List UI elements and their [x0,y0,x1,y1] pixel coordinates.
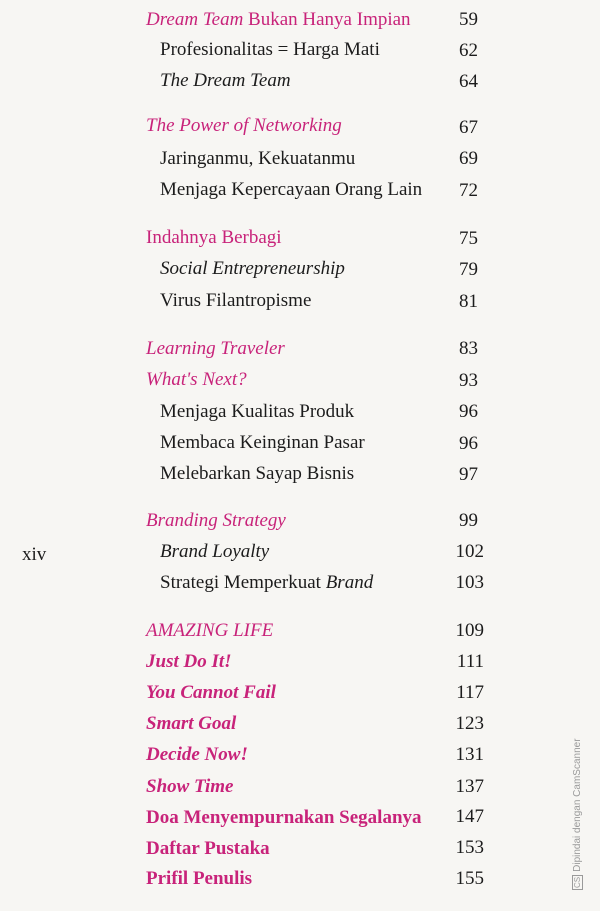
toc-entry-strategi [160,572,373,594]
toc-page-number: 75 [459,228,478,249]
toc-entry: Jaringanmu, Kekuatanmu [160,148,356,169]
toc-page-number: 155 [455,868,484,889]
toc-chapter: Branding Strategy [146,510,286,531]
toc-page-number: 62 [459,40,478,61]
toc-chapter: Indahnya Berbagi [146,227,282,248]
toc-page-number: 96 [459,433,478,454]
toc-page-number: 69 [459,148,478,169]
toc-entry: Profesionalitas = Harga Mati [160,39,380,60]
toc-chapter: Decide Now! [146,744,248,765]
toc-page-number: 72 [459,180,478,201]
toc-entry-title-part: Strategi Memperkuat [160,572,326,593]
toc-entry: Menjaga Kualitas Produk [160,401,355,422]
toc-page-number: 79 [459,259,478,280]
toc-entry: Membaca Keinginan Pasar [160,432,365,453]
toc-page-number: 147 [455,806,484,827]
toc-entry-title-part: Dream Team [146,9,244,30]
toc-page-number: 117 [456,682,484,703]
toc-entry-dream-team [146,9,411,31]
toc-page-number: 59 [459,9,478,30]
toc-chapter: What's Next? [146,369,247,390]
toc-page-number: 131 [455,744,484,765]
toc-page-number: 81 [459,291,478,312]
toc-page-number: 64 [459,71,478,92]
toc-page-number: 109 [455,620,484,641]
toc-chapter: Prifil Penulis [146,868,253,889]
toc-page-number: 103 [455,572,484,593]
toc-entry-title-part: Brand [325,572,374,593]
toc-page-number: 137 [455,776,484,797]
toc-page-number: 93 [459,370,478,391]
toc-entry-title-part: Bukan Hanya Impian [243,9,411,30]
page-number-roman: xiv [22,544,47,565]
toc-chapter: You Cannot Fail [146,682,276,703]
toc-chapter: Show Time [146,776,234,797]
toc-chapter: The Power of Networking [146,115,342,136]
toc-entry: Menjaga Kepercayaan Orang Lain [160,179,423,200]
toc-page-number: 102 [455,541,484,562]
toc-chapter: AMAZING LIFE [146,620,274,641]
toc-chapter: Doa Menyempurnakan Segalanya [146,807,422,828]
toc-page-number: 97 [459,464,478,485]
toc-entry: The Dream Team [160,70,291,91]
toc-chapter: Learning Traveler [146,338,285,359]
toc-chapter: Just Do It! [146,651,232,672]
camscanner-logo-icon: CS [573,876,582,888]
toc-chapter: Smart Goal [146,713,237,734]
toc-chapter: Daftar Pustaka [146,838,270,859]
watermark-text: Dipindai dengan CamScanner [572,738,583,872]
toc-page-number: 67 [459,117,478,138]
toc-page-number: 99 [459,510,478,531]
toc-page-number: 111 [456,651,484,672]
scanner-watermark [572,738,583,890]
toc-entry: Brand Loyalty [160,541,270,562]
toc-entry: Melebarkan Sayap Bisnis [160,463,355,484]
toc-page-number: 96 [459,401,478,422]
toc-entry: Social Entrepreneurship [160,258,345,279]
toc-entry: Virus Filantropisme [160,290,312,311]
toc-page-number: 123 [455,713,484,734]
toc-page-number: 83 [459,338,478,359]
toc-page-number: 153 [455,837,484,858]
